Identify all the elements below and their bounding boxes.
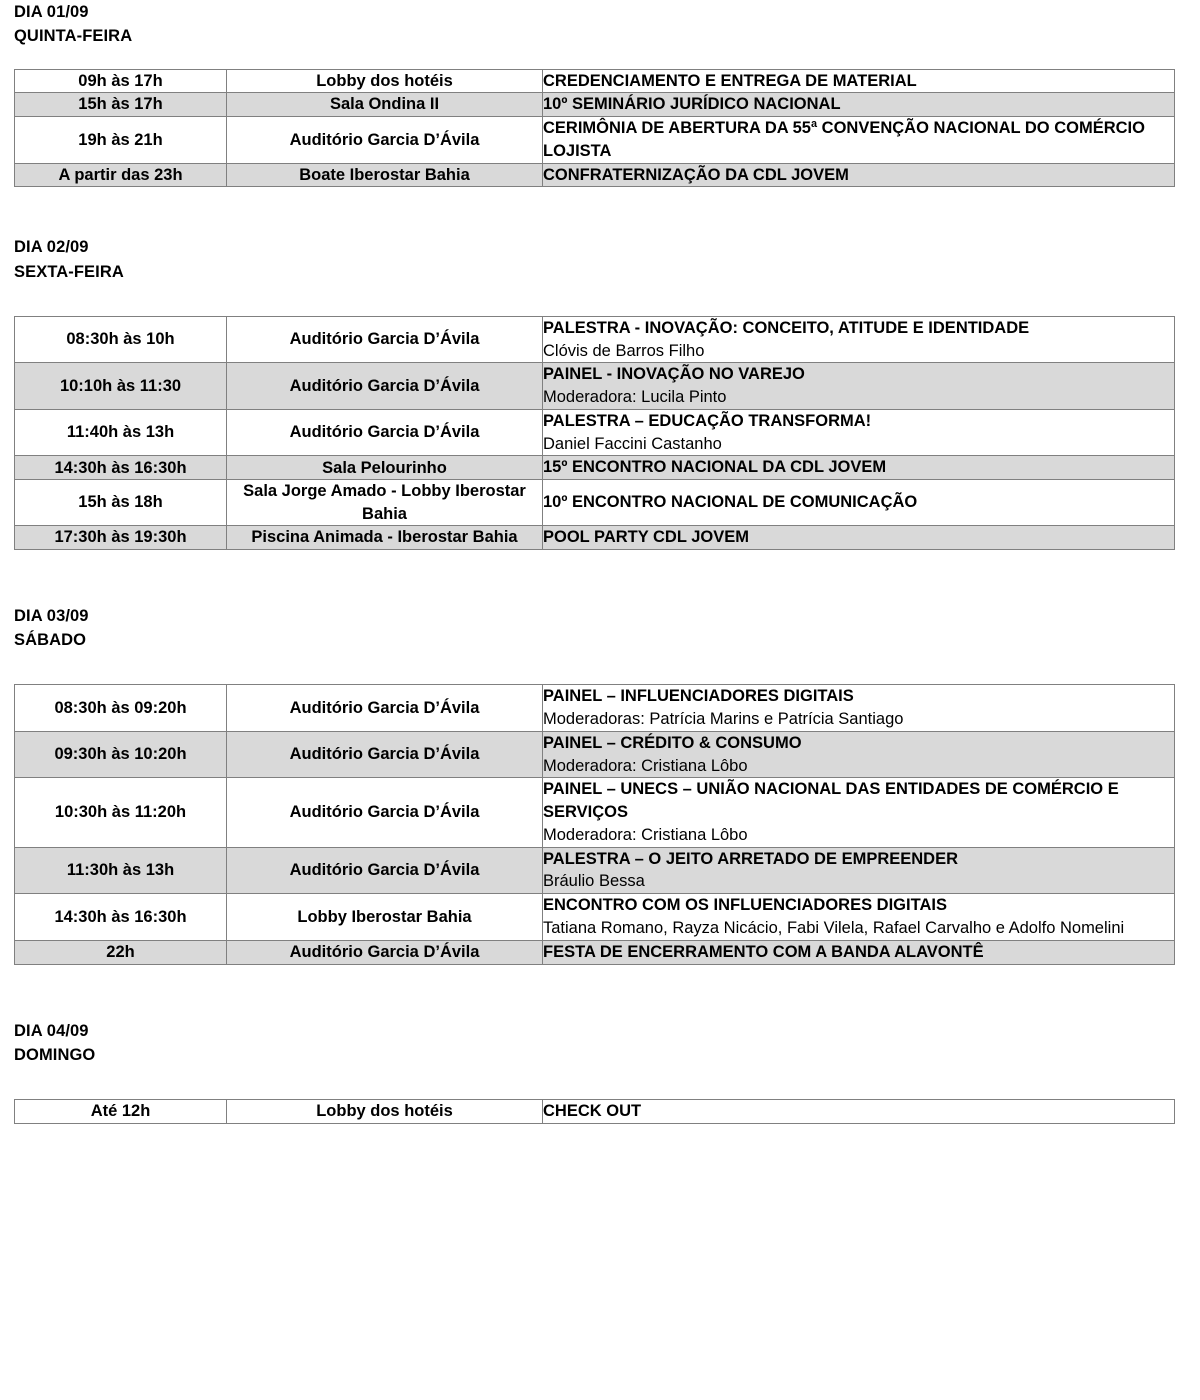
activity-speaker: Tatiana Romano, Rayza Nicácio, Fabi Vilela, Rafael Carvalho e Adolfo Nomelini: [543, 918, 1125, 937]
table-row: [15, 685, 1175, 732]
cell-place: Sala Jorge Amado - Lobby Iberostar Bahia: [227, 480, 543, 526]
cell-place: Lobby dos hotéis: [227, 1100, 543, 1124]
table-row: [15, 163, 1175, 187]
day-weekday-label: SEXTA-FEIRA: [14, 262, 124, 281]
spacer: [14, 652, 1186, 684]
cell-place: Lobby dos hotéis: [227, 69, 543, 93]
schedule-table-day-1: [14, 69, 1175, 188]
cell-time: Até 12h: [15, 1100, 227, 1124]
spacer: [14, 1067, 1186, 1099]
day-date-label: DIA 04/09: [14, 1021, 89, 1040]
activity-title: PALESTRA – EDUCAÇÃO TRANSFORMA!: [543, 411, 872, 430]
cell-activity: [543, 847, 1175, 894]
cell-place: Auditório Garcia D’Ávila: [227, 778, 543, 847]
cell-activity: [543, 1100, 1175, 1124]
cell-time: 11:40h às 13h: [15, 409, 227, 456]
spacer: [14, 187, 1186, 235]
table-row: [15, 480, 1175, 526]
activity-title: PALESTRA - INOVAÇÃO: CONCEITO, ATITUDE E IDENTIDADE: [543, 318, 1030, 337]
activity-title: PAINEL – UNECS – UNIÃO NACIONAL DAS ENTIDADES DE COMÉRCIO E SERVIÇOS: [543, 780, 1119, 822]
table-row: [15, 526, 1175, 550]
cell-activity: [543, 731, 1175, 778]
activity-speaker: Daniel Faccini Castanho: [543, 434, 722, 453]
cell-activity: [543, 163, 1175, 187]
activity-title: PALESTRA – O JEITO ARRETADO DE EMPREENDER: [543, 849, 958, 868]
cell-time: A partir das 23h: [15, 163, 227, 187]
cell-place: Auditório Garcia D’Ávila: [227, 363, 543, 410]
activity-speaker: Moderadora: Cristiana Lôbo: [543, 756, 748, 775]
cell-time: 11:30h às 13h: [15, 847, 227, 894]
cell-time: 15h às 17h: [15, 93, 227, 117]
day-heading-1: [14, 0, 1186, 49]
cell-time: 14:30h às 16:30h: [15, 456, 227, 480]
activity-title: CERIMÔNIA DE ABERTURA DA 55ª CONVENÇÃO NACIONAL DO COMÉRCIO LOJISTA: [543, 119, 1145, 160]
cell-activity: [543, 480, 1175, 526]
activity-speaker: Moderadoras: Patrícia Marins e Patrícia Santiago: [543, 710, 904, 729]
table-row: [15, 778, 1175, 847]
activity-title: CREDENCIAMENTO E ENTREGA DE MATERIAL: [543, 71, 917, 90]
cell-activity: [543, 778, 1175, 847]
cell-activity: [543, 316, 1175, 363]
table-row: [15, 847, 1175, 894]
activity-title: ENCONTRO COM OS INFLUENCIADORES DIGITAIS: [543, 896, 947, 915]
cell-place: Auditório Garcia D’Ávila: [227, 847, 543, 894]
cell-activity: [543, 93, 1175, 117]
cell-activity: [543, 69, 1175, 93]
day-weekday-label: SÁBADO: [14, 631, 87, 650]
activity-title: PAINEL - INOVAÇÃO NO VAREJO: [543, 365, 805, 384]
cell-time: 22h: [15, 940, 227, 964]
cell-time: 08:30h às 10h: [15, 316, 227, 363]
activity-title: CONFRATERNIZAÇÃO DA CDL JOVEM: [543, 165, 849, 184]
cell-place: Auditório Garcia D’Ávila: [227, 685, 543, 732]
cell-time: 10:10h às 11:30: [15, 363, 227, 410]
table-row: [15, 409, 1175, 456]
day-heading-2: [14, 235, 1186, 284]
cell-time: 17:30h às 19:30h: [15, 526, 227, 550]
table-row: [15, 316, 1175, 363]
table-row: [15, 456, 1175, 480]
cell-activity: [543, 894, 1175, 941]
cell-activity: [543, 409, 1175, 456]
cell-place: Piscina Animada - Iberostar Bahia: [227, 526, 543, 550]
cell-place: Auditório Garcia D’Ávila: [227, 731, 543, 778]
spacer: [14, 550, 1186, 604]
cell-place: Lobby Iberostar Bahia: [227, 894, 543, 941]
cell-place: Auditório Garcia D’Ávila: [227, 409, 543, 456]
schedule-table-day-3: [14, 684, 1175, 964]
cell-activity: [543, 456, 1175, 480]
cell-activity: [543, 685, 1175, 732]
activity-title: 10º SEMINÁRIO JURÍDICO NACIONAL: [543, 95, 841, 114]
day-weekday-label: DOMINGO: [14, 1045, 96, 1064]
table-row: [15, 1100, 1175, 1124]
table-row: [15, 731, 1175, 778]
schedule-table-day-4: [14, 1099, 1175, 1124]
spacer: [14, 49, 1186, 69]
activity-speaker: Clóvis de Barros Filho: [543, 341, 705, 360]
cell-activity: [543, 526, 1175, 550]
activity-title: FESTA DE ENCERRAMENTO COM A BANDA ALAVONTÊ: [543, 942, 984, 961]
cell-time: 15h às 18h: [15, 480, 227, 526]
activity-title: PAINEL – CRÉDITO & CONSUMO: [543, 733, 802, 752]
activity-title: 15º ENCONTRO NACIONAL DA CDL JOVEM: [543, 458, 887, 477]
cell-time: 08:30h às 09:20h: [15, 685, 227, 732]
cell-time: 19h às 21h: [15, 117, 227, 164]
table-row: [15, 117, 1175, 164]
activity-title: POOL PARTY CDL JOVEM: [543, 528, 749, 547]
activity-speaker: Bráulio Bessa: [543, 872, 645, 891]
table-row: [15, 894, 1175, 941]
schedule-table-day-2: [14, 316, 1175, 550]
day-date-label: DIA 02/09: [14, 238, 89, 257]
day-weekday-label: QUINTA-FEIRA: [14, 27, 133, 46]
cell-time: 10:30h às 11:20h: [15, 778, 227, 847]
cell-place: Auditório Garcia D’Ávila: [227, 117, 543, 164]
cell-time: 09h às 17h: [15, 69, 227, 93]
activity-title: PAINEL – INFLUENCIADORES DIGITAIS: [543, 687, 854, 706]
cell-place: Sala Ondina II: [227, 93, 543, 117]
cell-time: 14:30h às 16:30h: [15, 894, 227, 941]
activity-title: 10º ENCONTRO NACIONAL DE COMUNICAÇÃO: [543, 493, 918, 512]
activity-title: CHECK OUT: [543, 1102, 642, 1121]
activity-speaker: Moderadora: Lucila Pinto: [543, 388, 727, 407]
spacer: [14, 965, 1186, 1019]
table-row: [15, 69, 1175, 93]
cell-activity: [543, 117, 1175, 164]
cell-place: Auditório Garcia D’Ávila: [227, 940, 543, 964]
day-heading-3: [14, 604, 1186, 653]
cell-activity: [543, 940, 1175, 964]
table-row: [15, 363, 1175, 410]
cell-place: Boate Iberostar Bahia: [227, 163, 543, 187]
day-date-label: DIA 03/09: [14, 606, 89, 625]
day-date-label: DIA 01/09: [14, 3, 89, 21]
cell-place: Auditório Garcia D’Ávila: [227, 316, 543, 363]
table-row: [15, 93, 1175, 117]
cell-time: 09:30h às 10:20h: [15, 731, 227, 778]
cell-activity: [543, 363, 1175, 410]
cell-place: Sala Pelourinho: [227, 456, 543, 480]
day-heading-4: [14, 1019, 1186, 1068]
activity-speaker: Moderadora: Cristiana Lôbo: [543, 825, 748, 844]
spacer: [14, 284, 1186, 316]
table-row: [15, 940, 1175, 964]
